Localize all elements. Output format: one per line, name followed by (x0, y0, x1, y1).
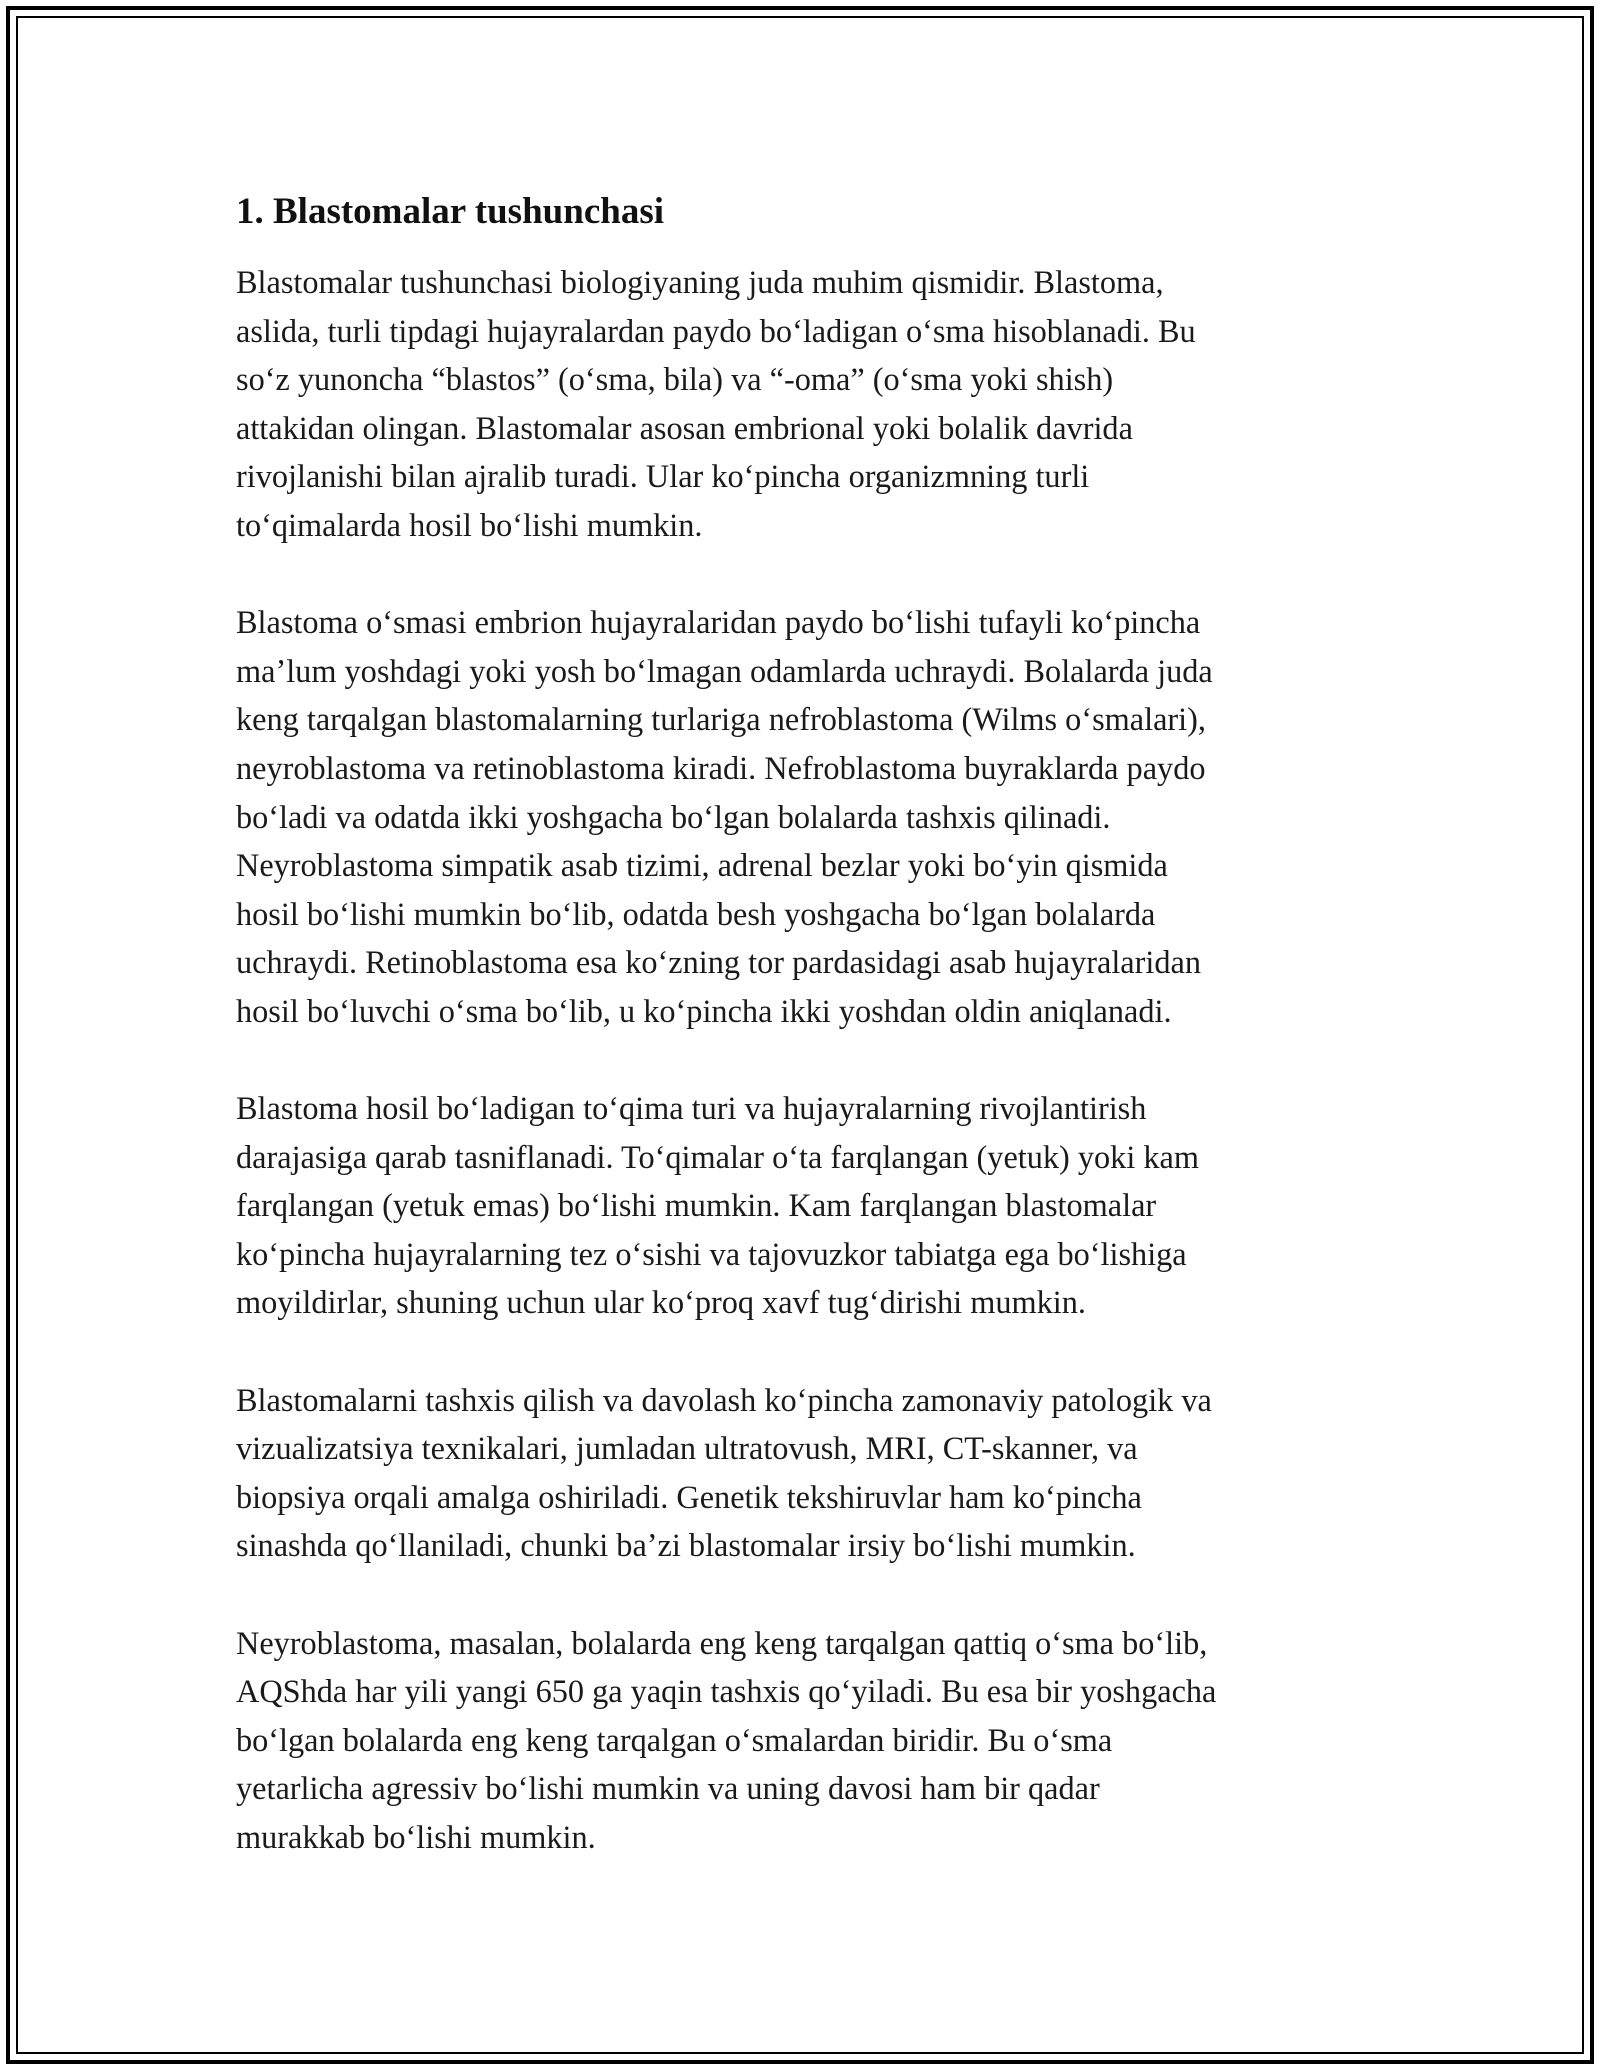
paragraph-1: Blastomalar tushunchasi biologiyaning juda muhim qismidir. Blastoma, aslida, turli tipdagi hujayralardan paydo boʻladigan oʻsma hisoblanadi. Bu soʻz yunoncha “blastos” (oʻsma, bila) va “-oma” (oʻsma yoki shish) attakidan olingan. Blastomalar asosan embrional yoki bolalik davrida rivojlanishi bilan ajralib turadi. Ular koʻpincha organizmning turli toʻqimalarda hosil boʻlishi mumkin. (236, 264, 1196, 543)
section-heading: 1. Blastomalar tushunchasi (236, 191, 664, 232)
paragraph-3: Blastoma hosil boʻladigan toʻqima turi va hujayralarning rivojlantirish darajasiga qarab tasniflanadi. Toʻqimalar oʻta farqlangan (yetuk) yoki kam farqlangan (yetuk emas) boʻlishi mumkin. Kam farqlangan blastomalar koʻpincha hujayralarning tez oʻsishi va tajovuzkor tabiatga ega boʻlishiga moyildirlar, shuning uchun ular koʻproq xavf tugʻdirishi mumkin. (236, 1090, 1199, 1321)
paragraph-5: Neyroblastoma, masalan, bolalarda eng keng tarqalgan qattiq oʻsma boʻlib, AQShda har yili yangi 650 ga yaqin tashxis qoʻyiladi. Bu esa bir yoshgacha boʻlgan bolalarda eng keng tarqalgan oʻsmalardan biridir. Bu oʻsma yetarlicha agressiv boʻlishi mumkin va uning davosi ham bir qadar murakkab boʻlishi mumkin. (236, 1624, 1217, 1855)
document-body (236, 188, 1356, 1910)
paragraph-2: Blastoma oʻsmasi embrion hujayralaridan paydo boʻlishi tufayli koʻpincha maʼlum yoshdagi yoki yosh boʻlmagan odamlarda uchraydi. Bolalarda juda keng tarqalgan blastomalarning turlariga nefroblastoma (Wilms oʻsmalari), neyroblastoma va retinoblastoma kiradi. Nefroblastoma buyraklarda paydo boʻladi va odatda ikki yoshgacha boʻlgan bolalarda tashxis qilinadi. Neyroblastoma simpatik asab tizimi, adrenal bezlar yoki boʻyin qismida hosil boʻlishi mumkin boʻlib, odatda besh yoshgacha boʻlgan bolalarda uchraydi. Retinoblastoma esa koʻzning tor pardasidagi asab hujayralaridan hosil boʻluvchi oʻsma boʻlib, u koʻpincha ikki yoshdan oldin aniqlanadi. (236, 604, 1213, 1029)
paragraph-4: Blastomalarni tashxis qilish va davolash koʻpincha zamonaviy patologik va vizualizatsiya texnikalari, jumladan ultratovush, MRI, CT-skanner, va biopsiya orqali amalga oshiriladi. Genetik tekshiruvlar ham koʻpincha sinashda qoʻllaniladi, chunki baʼzi blastomalar irsiy boʻlishi mumkin. (236, 1381, 1212, 1564)
